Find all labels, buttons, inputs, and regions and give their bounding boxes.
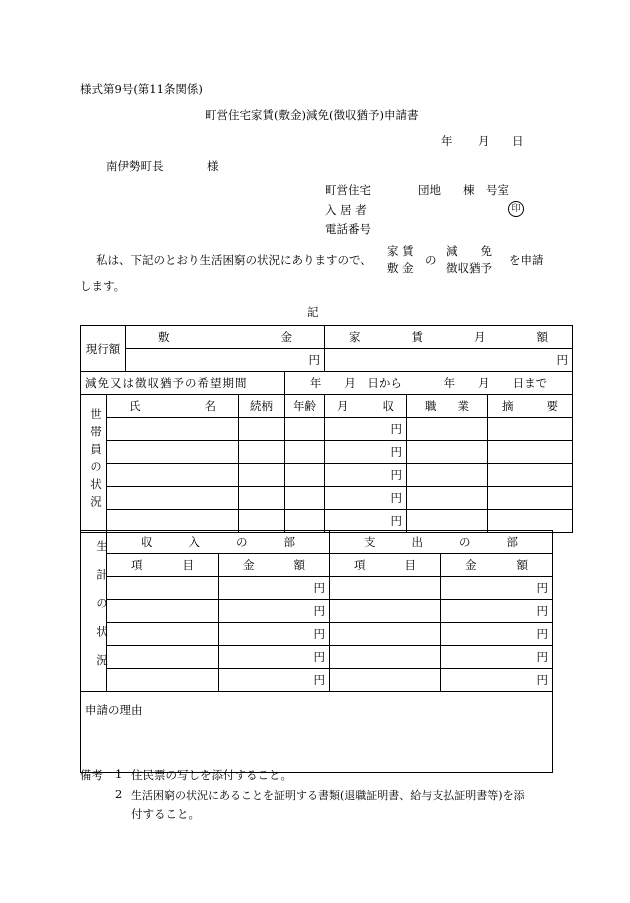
date-day-label: 日 (512, 134, 524, 148)
expense-amount-header: 金 額 (441, 554, 553, 577)
household-occupation-cell[interactable] (407, 487, 488, 510)
expense-item-cell[interactable] (330, 669, 441, 692)
income-header: 月 収 (325, 395, 407, 418)
note-1-number: 1 (115, 767, 123, 781)
expense-item-cell[interactable] (330, 623, 441, 646)
livelihood-row (81, 600, 553, 623)
relation-header: 続柄 (239, 395, 285, 418)
notes-label: 備考 (80, 768, 103, 782)
page-title: 町営住宅家賃(敷金)減免(徴収猶予)申請書 (205, 108, 419, 122)
expense-item-cell[interactable] (330, 646, 441, 669)
household-remarks-cell[interactable] (488, 418, 573, 441)
period-value-cell[interactable]: 年 月 日から 年 月 日まで (285, 372, 573, 395)
household-name-cell[interactable] (107, 487, 239, 510)
tou-label: 棟 (463, 183, 475, 197)
household-row (81, 418, 573, 441)
income-amount-cell[interactable]: 円 (219, 669, 330, 692)
expense-amount-cell[interactable]: 円 (441, 623, 553, 646)
income-amount-cell[interactable]: 円 (219, 623, 330, 646)
income-amount-cell[interactable]: 円 (219, 646, 330, 669)
household-age-cell[interactable] (285, 487, 325, 510)
deposit-header: 敷 金 (126, 326, 325, 349)
date-year-label: 年 (441, 134, 453, 148)
reason-cell[interactable] (81, 692, 553, 773)
household-age-cell[interactable] (285, 418, 325, 441)
remarks-header: 摘 要 (488, 395, 573, 418)
seal-mark (508, 201, 524, 217)
period-row (81, 372, 573, 395)
household-relation-cell[interactable] (239, 418, 285, 441)
income-item-cell[interactable] (107, 577, 219, 600)
honorific: 様 (207, 159, 219, 173)
household-income-cell[interactable]: 円 (325, 418, 407, 441)
rent-monthly-header: 家 賃 月 額 (325, 326, 573, 349)
rent-amount-cell[interactable]: 円 (325, 349, 573, 372)
name-header: 氏 名 (107, 395, 239, 418)
livelihood-row (81, 623, 553, 646)
statement-option-rent-deposit (387, 243, 414, 277)
household-age-cell[interactable] (285, 441, 325, 464)
danchi-label: 団地 (418, 183, 441, 197)
household-income-cell[interactable]: 円 (325, 510, 407, 533)
option-rent: 家 賃 (387, 244, 414, 258)
housing-label: 町営住宅 (325, 183, 371, 197)
age-header: 年齢 (285, 395, 325, 418)
expense-amount-cell[interactable]: 円 (441, 669, 553, 692)
income-section-header: 収 入 の 部 (107, 531, 330, 554)
household-occupation-cell[interactable] (407, 441, 488, 464)
household-occupation-cell[interactable] (407, 418, 488, 441)
household-header-row (81, 395, 573, 418)
current-amount-value-row (81, 349, 573, 372)
addressee: 南伊勢町長 (106, 159, 164, 173)
option-deferral: 徴収猶予 (446, 261, 492, 275)
expense-item-header: 項 目 (330, 554, 441, 577)
goushitsu-label: 号室 (486, 183, 509, 197)
statement-suffix: を申請 (509, 253, 544, 267)
period-label: 減免又は徴収猶予の希望期間 (81, 372, 285, 395)
note-1-text: 住民票の写しを添付すること。 (131, 768, 292, 782)
column-header-row (81, 554, 553, 577)
household-age-cell[interactable] (285, 464, 325, 487)
income-amount-header: 金 額 (219, 554, 330, 577)
note-2-text: 生活困窮の状況にあることを証明する書類(退職証明書、給与支払証明書等)を添 (131, 789, 525, 802)
expense-amount-cell[interactable]: 円 (441, 577, 553, 600)
livelihood-label: 生計の状況 (81, 531, 107, 692)
section-header-row (81, 531, 553, 554)
household-row (81, 441, 573, 464)
ki-heading: 記 (307, 305, 319, 319)
income-item-cell[interactable] (107, 669, 219, 692)
option-deposit: 敷 金 (387, 261, 414, 275)
expense-item-cell[interactable] (330, 577, 441, 600)
income-amount-cell[interactable]: 円 (219, 577, 330, 600)
income-item-cell[interactable] (107, 646, 219, 669)
occupation-header: 職 業 (407, 395, 488, 418)
reason-label: 申請の理由 (85, 703, 143, 717)
household-relation-cell[interactable] (239, 487, 285, 510)
household-remarks-cell[interactable] (488, 487, 573, 510)
household-relation-cell[interactable] (239, 441, 285, 464)
reason-row (81, 692, 553, 773)
income-item-cell[interactable] (107, 600, 219, 623)
household-label: 世帯員の状況 (81, 395, 107, 533)
form-number: 様式第9号(第11条関係) (80, 82, 203, 96)
phone-label: 電話番号 (325, 222, 371, 236)
household-relation-cell[interactable] (239, 464, 285, 487)
household-name-cell[interactable] (107, 418, 239, 441)
current-amount-header-row (81, 326, 573, 349)
income-item-header: 項 目 (107, 554, 219, 577)
statement-option-reduction (446, 243, 492, 277)
expense-item-cell[interactable] (330, 600, 441, 623)
household-occupation-cell[interactable] (407, 464, 488, 487)
livelihood-row (81, 577, 553, 600)
note-2-number: 2 (115, 787, 123, 801)
income-amount-cell[interactable]: 円 (219, 600, 330, 623)
date-month-label: 月 (478, 134, 490, 148)
household-name-cell[interactable] (107, 464, 239, 487)
household-name-cell[interactable] (107, 441, 239, 464)
statement-particle: の (425, 253, 437, 267)
expense-amount-cell[interactable]: 円 (441, 600, 553, 623)
household-income-cell[interactable]: 円 (325, 487, 407, 510)
livelihood-row (81, 669, 553, 692)
expense-amount-cell[interactable]: 円 (441, 646, 553, 669)
household-row (81, 464, 573, 487)
form-table-upper (80, 325, 573, 533)
option-reduction: 減 免 (446, 244, 492, 258)
income-item-cell[interactable] (107, 623, 219, 646)
household-remarks-cell[interactable] (488, 464, 573, 487)
household-income-cell[interactable]: 円 (325, 464, 407, 487)
household-remarks-cell[interactable] (488, 441, 573, 464)
household-row (81, 487, 573, 510)
form-table-lower (80, 530, 553, 773)
note-2-text-continuation: 付すること。 (131, 807, 200, 821)
expense-section-header: 支 出 の 部 (330, 531, 553, 554)
statement-prefix: 私は、下記のとおり生活困窮の状況にありますので、 (96, 253, 372, 267)
statement-continuation: します。 (80, 279, 126, 293)
deposit-amount-cell[interactable]: 円 (126, 349, 325, 372)
current-amount-label: 現行額 (81, 326, 126, 372)
resident-label: 入 居 者 (325, 203, 367, 217)
household-income-cell[interactable]: 円 (325, 441, 407, 464)
seal-text: 印 (511, 204, 521, 214)
livelihood-row (81, 646, 553, 669)
